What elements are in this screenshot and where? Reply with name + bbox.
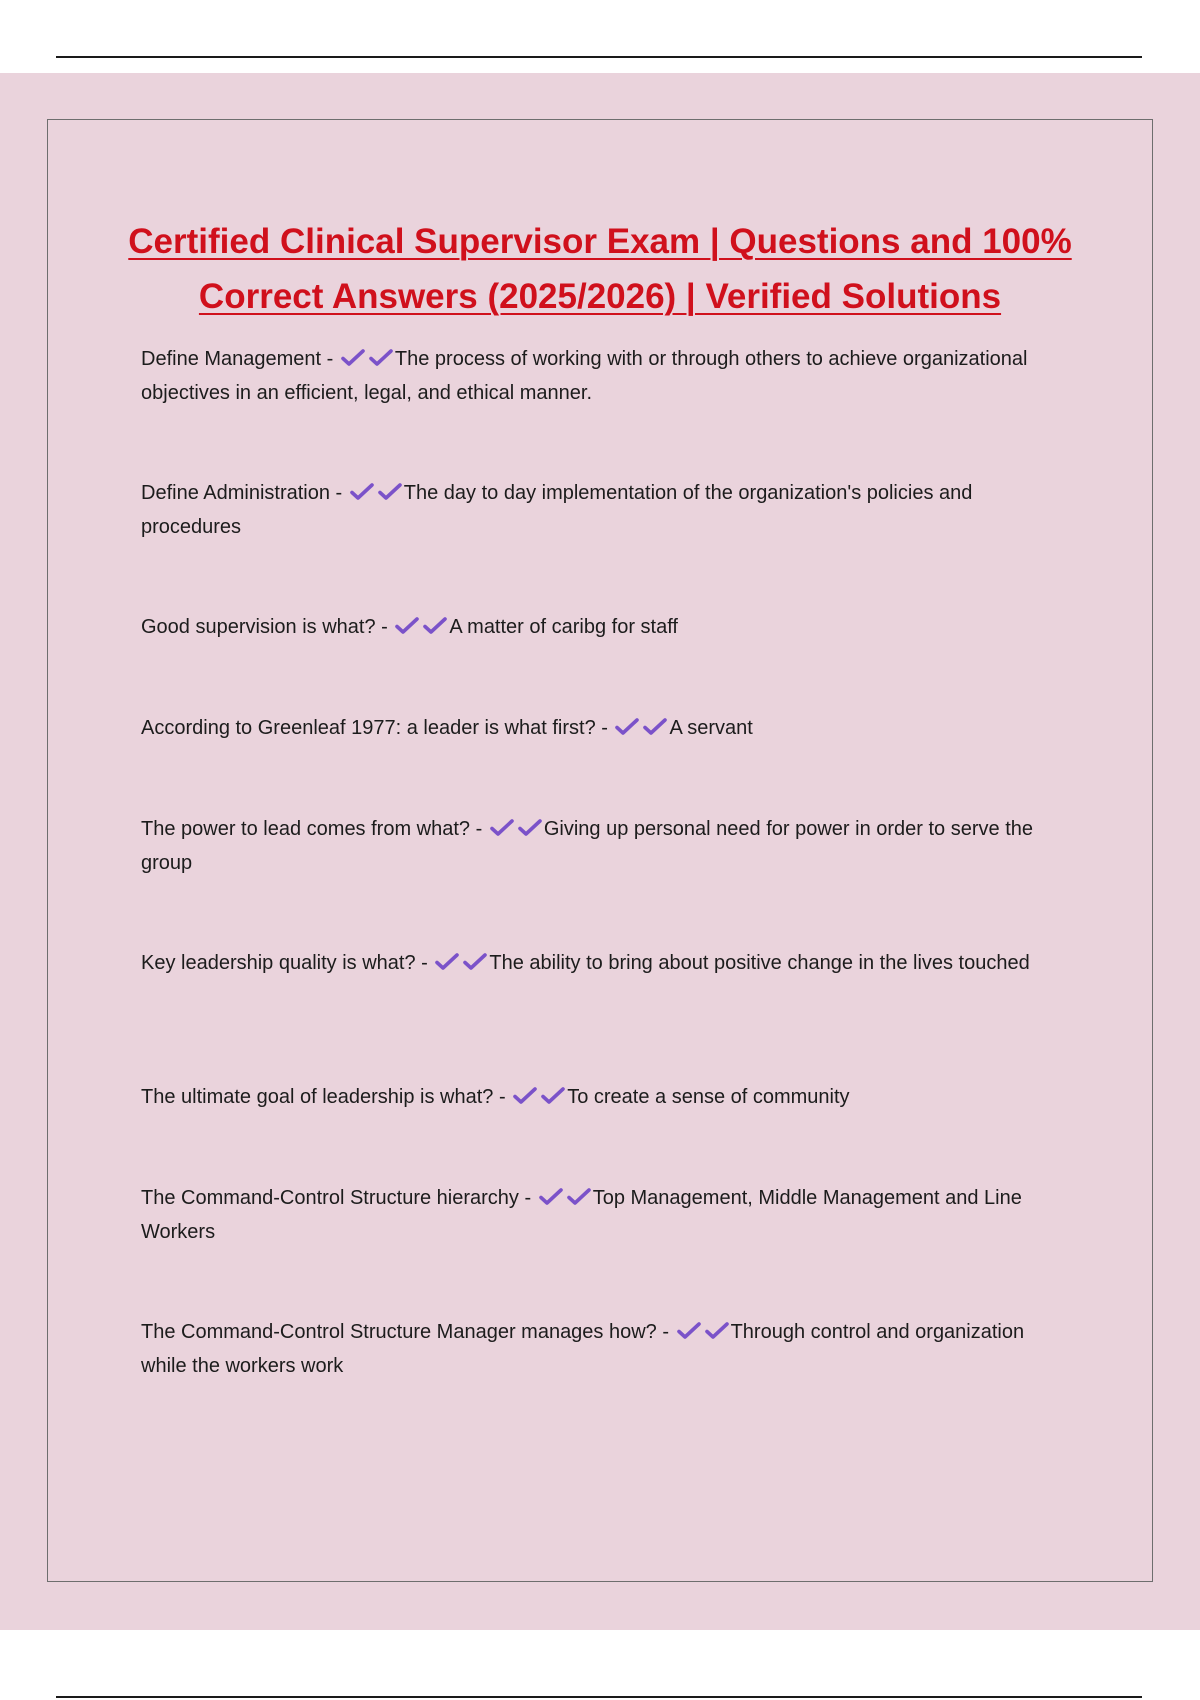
checkmark-icon <box>517 818 543 838</box>
checkmark-icon <box>349 482 375 502</box>
question-text: The Command-Control Structure hierarchy <box>141 1187 519 1209</box>
checkmark-icon <box>676 1321 702 1341</box>
checkmark-icon <box>422 616 448 636</box>
answer-text: Through control and organization while the workers work <box>141 1321 1025 1377</box>
page-title <box>100 214 1100 324</box>
answer-text: To create a sense of community <box>567 1086 850 1108</box>
checkmark-icon <box>340 348 366 368</box>
answer-text: The process of working with or through others to achieve organizational objectives in an efficient, legal, and ethical manner. <box>141 348 1028 404</box>
title-line-1: Certified Clinical Supervisor Exam | Questions and 100% <box>128 222 1072 261</box>
answer-text: A matter of caribg for staff <box>449 616 678 638</box>
top-rule <box>56 56 1142 58</box>
checkmark-icon <box>462 952 488 972</box>
qa-item <box>141 342 1071 410</box>
qa-item <box>141 812 1071 880</box>
qa-item <box>141 1181 1071 1249</box>
answer-text: A servant <box>669 717 753 739</box>
qa-item <box>141 1315 1071 1383</box>
answer-text: Top Management, Middle Management and Line Workers <box>141 1187 1022 1243</box>
qa-item <box>141 610 1071 644</box>
checkmark-icon <box>540 1086 566 1106</box>
separator: - <box>595 717 614 739</box>
answer-text: The day to day implementation of the organization's policies and procedures <box>141 482 973 538</box>
separator: - <box>321 348 339 370</box>
checkmark-icon <box>512 1086 538 1106</box>
question-text: According to Greenleaf 1977: a leader is what first? <box>141 717 596 739</box>
answer-text: The ability to bring about positive change in the lives touched <box>489 952 1030 974</box>
question-text: The ultimate goal of leadership is what? <box>141 1086 494 1108</box>
bottom-rule <box>56 1696 1142 1698</box>
checkmark-icon <box>377 482 403 502</box>
separator: - <box>656 1321 675 1343</box>
checkmark-icon <box>489 818 515 838</box>
qa-item <box>141 946 1071 980</box>
checkmark-icon <box>538 1187 564 1207</box>
question-text: Key leadership quality is what? <box>141 952 416 974</box>
question-text: Define Management <box>141 348 322 370</box>
checkmark-icon <box>642 717 668 737</box>
answer-text: Giving up personal need for power in order to serve the group <box>141 818 1033 874</box>
separator: - <box>329 482 348 504</box>
checkmark-icon <box>434 952 460 972</box>
separator: - <box>415 952 434 974</box>
qa-item <box>141 711 1071 745</box>
checkmark-icon <box>368 348 394 368</box>
separator: - <box>375 616 394 638</box>
separator: - <box>493 1086 512 1108</box>
question-text: The power to lead comes from what? <box>141 818 471 840</box>
checkmark-icon <box>614 717 640 737</box>
checkmark-icon <box>394 616 420 636</box>
question-text: Good supervision is what? <box>141 616 376 638</box>
checkmark-icon <box>566 1187 592 1207</box>
checkmark-icon <box>704 1321 730 1341</box>
question-text: Define Administration <box>141 482 330 504</box>
separator: - <box>470 818 488 840</box>
title-line-2: Correct Answers (2025/2026) | Verified Solutions <box>198 277 1002 316</box>
question-text: The Command-Control Structure Manager manages how? <box>141 1321 657 1343</box>
qa-item <box>141 1080 1071 1114</box>
qa-item <box>141 476 1071 544</box>
separator: - <box>518 1187 537 1209</box>
